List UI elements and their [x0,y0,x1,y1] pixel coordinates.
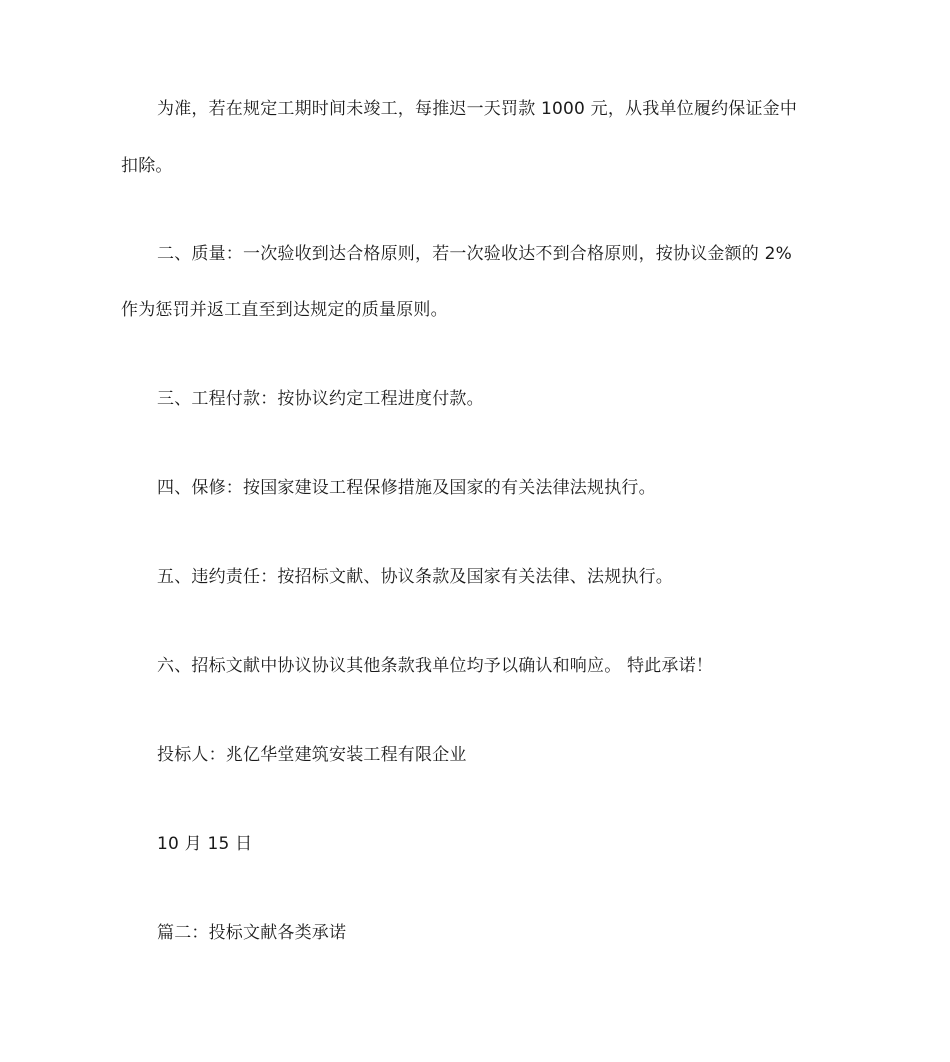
paragraph-warranty: 四、保修：按国家建设工程保修措施及国家的有关法律法规执行。 [157,478,656,498]
paragraph-penalty-line-2: 扣除。 [121,156,173,176]
paragraph-payment: 三、工程付款：按协议约定工程进度付款。 [157,389,484,409]
signature-date: 10 月 15 日 [157,834,253,854]
paragraph-penalty-line-1: 为准，若在规定工期时间未竣工，每推迟一天罚款 1000 元，从我单位履约保证金中 [157,99,798,119]
bidder-signature: 投标人：兆亿华堂建筑安装工程有限企业 [157,745,467,765]
paragraph-quality-line-2: 作为惩罚并返工直至到达规定的质量原则。 [121,300,448,320]
paragraph-liability: 五、违约责任：按招标文献、协议条款及国家有关法律、法规执行。 [157,567,673,587]
section-heading: 篇二：投标文献各类承诺 [157,923,347,943]
paragraph-confirmation: 六、招标文献中协议协议其他条款我单位均予以确认和响应。 特此承诺！ [157,656,714,676]
paragraph-quality-line-1: 二、质量：一次验收到达合格原则，若一次验收达不到合格原则，按协议金额的 2% [157,244,792,264]
